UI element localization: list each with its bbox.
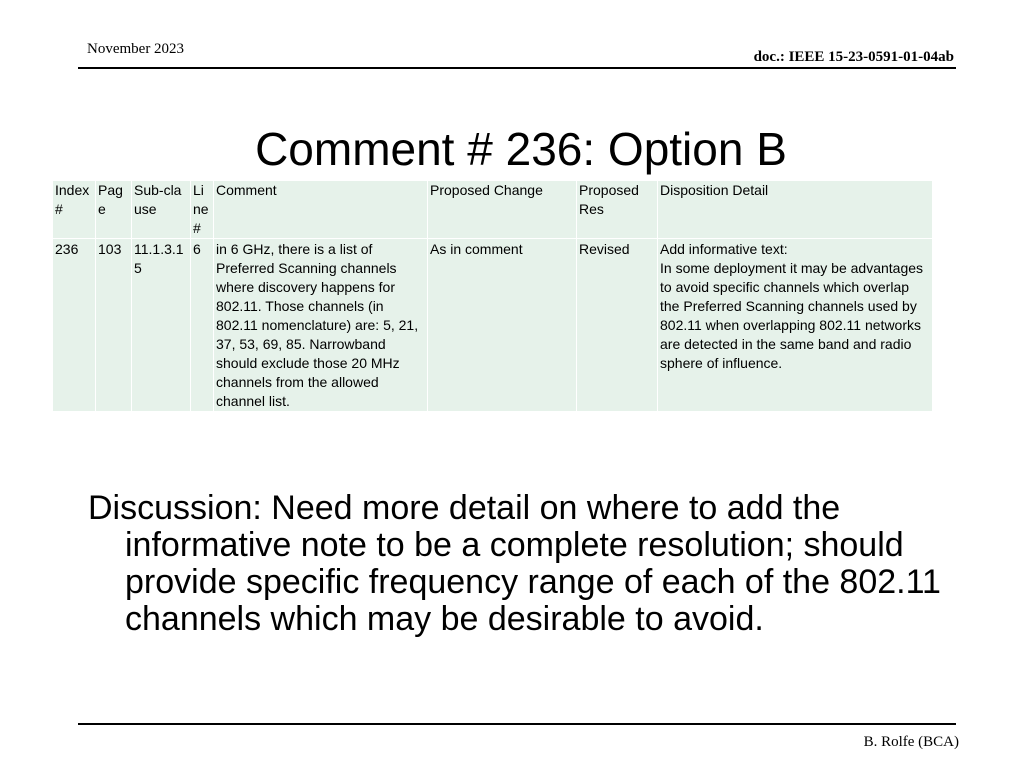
disposition-title: Add informative text: [660, 241, 788, 257]
column-header-index: Index # [53, 181, 96, 239]
cell-proposed-change: As in comment [428, 239, 577, 412]
cell-index: 236 [53, 239, 96, 412]
footer-author: B. Rolfe (BCA) [863, 734, 959, 750]
header-doc-id: doc.: IEEE 15-23-0591-01-04ab [753, 49, 954, 65]
cell-disposition-detail [658, 239, 933, 412]
cell-line: 6 [191, 239, 214, 412]
cell-subclause: 11.1.3.15 [132, 239, 191, 412]
column-header-line: Line # [191, 181, 214, 239]
column-header-page: Page [96, 181, 132, 239]
cell-page: 103 [96, 239, 132, 412]
header-date: November 2023 [87, 41, 185, 57]
comment-table [52, 180, 933, 412]
column-header-comment: Comment [214, 181, 428, 239]
disposition-body: In some deployment it may be advantages to avoid specific channels which overlap the Preferred Scanning channels used by 802.11 when overlapping 802.11 networks are detected in the same band and radio sphere of influence. [660, 260, 924, 371]
discussion-text: Discussion: Need more detail on where to add the informative note to be a complete resolution; should provide specific frequency range of each of the 802.11 channels which may be desirable to avoid. [88, 489, 941, 638]
column-header-proposed-change: Proposed Change [428, 181, 577, 239]
column-header-disposition-detail: Disposition Detail [658, 181, 933, 239]
cell-proposed-res: Revised [577, 239, 658, 412]
column-header-proposed-res: Proposed Res [577, 181, 658, 239]
slide-title: Comment # 236: Option B [255, 123, 787, 175]
table-header-row [53, 181, 933, 239]
column-header-subclause: Sub-clause [132, 181, 191, 239]
footer-divider [78, 723, 956, 725]
header-divider [78, 67, 956, 69]
cell-comment: in 6 GHz, there is a list of Preferred Scanning channels where discovery happens for 802.11. Those channels (in 802.11 nomenclature) are: 5, 21, 37, 53, 69, 85. Narrowband should exclude those 20 MHz channels from the allowed channel list. [214, 239, 428, 412]
table-row [53, 239, 933, 412]
